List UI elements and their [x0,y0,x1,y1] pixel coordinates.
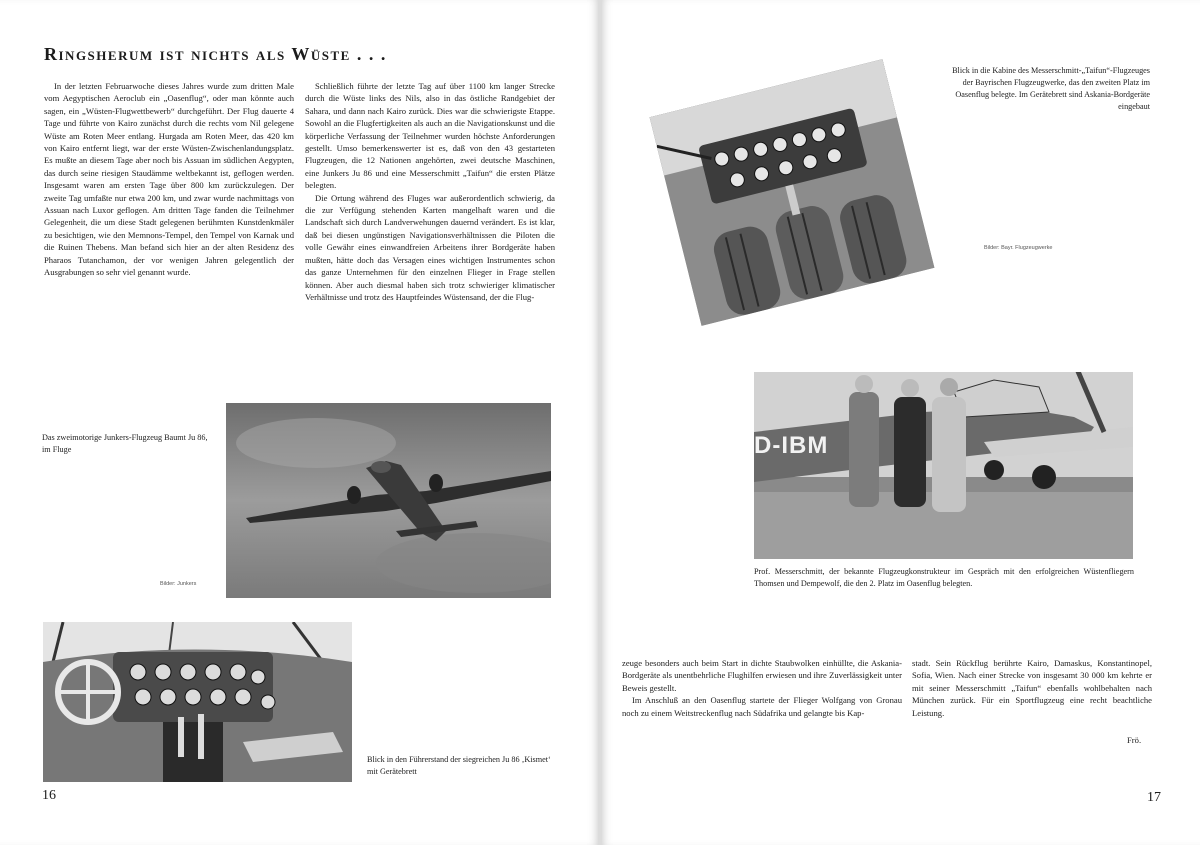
right-column-2 [912,657,1152,719]
page-number: 17 [1147,790,1161,805]
article-title: Ringsherum ist nichts als Wüste . . . [44,44,387,64]
caption-junkers: Das zweimotorige Junkers-Flugzeug Baumt Ju 86, im Fluge [42,433,208,454]
photo-credit: Bilder: Bayr. Flugzeugwerke [984,245,1053,251]
paragraph: Die Ortung während des Fluges war außerordentlich schwierig, da die zur Verfügung stehenden Karten mangelhaft waren und die Landschaft sich durch Landverwehungen dauernd verändert. Es ist klar, daß bei diesen ungünstigen Navigationsverhältnissen die Piloten die volle Gewähr eines einwandfreien Arbeitens ihrer Bordgeräte haben mußten, hätte doch das Versagen eines wichtigen Instrumentes schon das ganze Unternehmen für den einzelnen Flieger in Frage stellen können. Aber auch diesmal haben sich trotz schwieriger klimatischer Verhältnisse und trotz des Hauptfeindes Wüstensand, der die Flug- [305,192,555,302]
right-column-1 [622,657,902,719]
paragraph: Schließlich führte der letzte Tag auf über 1100 km langer Strecke durch die Wüste links des Nils, also in das östliche Randgebiet der Sahara, und dann nach Kairo zurück. Dies war die schwierigste Etappe. Sowohl an die Flugfertigkeiten als auch an die Navigationskunst und die körperliche Verfassung der Teilnehmer wurden höchste Anforderungen gestellt. Umso bemerkenswerter ist es, daß von den 43 gestarteten Flugzeugen, die 12 Nationen angehörten, zwei deutsche Maschinen, eine Junkers Ju 86 und eine Messerschmitt „Taifun“ die ersten Plätze belegten. [305,81,555,191]
left-column-1 [44,80,294,279]
messerschmitt-group-photo [754,372,1133,559]
page-number: 16 [42,788,56,803]
left-column-2 [305,80,555,303]
author-signature: Frö. [1127,735,1142,745]
taifun-cabin-photo [650,59,935,326]
plane-registration: D-IBM [754,432,829,459]
paragraph: zeuge besonders auch beim Start in dichte Staubwolken einhüllte, die Askania-Bordgeräte als unentbehrliche Flughilfen erwiesen und ihre Zuverlässigkeit unter Beweis gestellt. [622,658,902,693]
ju86-cockpit-photo [43,622,352,782]
caption-ju86-cockpit: Blick in den Führerstand der siegreichen Ju 86 ‚Kismet‘ mit Gerätebrett [367,755,551,776]
paragraph: Im Anschluß an den Oasenflug startete der Flieger Wolfgang von Gronau noch zu einem Weitstreckenflug nach Südafrika und gelangte bis Kap- [622,695,902,718]
junkers-flight-photo [226,403,551,598]
photo-credit: Bilder: Junkers [160,581,197,587]
right-page [602,0,1200,845]
caption-messerschmitt-group: Prof. Messerschmitt, der bekannte Flugzeugkonstrukteur im Gespräch mit den erfolgreichen Wüstenfliegern Thomsen und Dempewolf, die den 2. Platz im Oasenflug belegten. [754,567,1134,588]
paragraph: stadt. Sein Rückflug berührte Kairo, Damaskus, Konstantinopel, Sofia, Wien. Nach einer Strecke von insgesamt 30 000 km kehrte er mit seiner Messerschmitt „Taifun“ ebenfalls wohlbehalten nach München zurück. Für ein Sportflugzeug eine recht beachtliche Leistung. [912,658,1152,718]
left-page [0,0,598,845]
paragraph: In der letzten Februarwoche dieses Jahres wurde zum dritten Male vom Aegyptischen Aeroclub ein „Oasenflug“, oder man könnte auch sagen, ein „Wüsten-Flugwettbewerb“ durchgeführt. Der Flug dauerte 4 Tage und führte von Kairo zunächst durch die rechts vom Nil gelegene Wüste am Roten Meer entlang. Hurgada am Roten Meer, das 420 km von Kairo entfernt liegt, war der erste Wüsten-Zwischenlandungsplatz. Es mußte an diesem Tage aber noch bis Assuan im südlichen Aegypten, das durch seine riesigen Staudämme weltbekannt ist, geflogen werden. Insgesamt waren am ersten Tage über 800 km zurückzulegen. Der zweite Tag umfaßte nur etwa 200 km, und zwar wurde nachmittags von Assuan nach Luxor geflogen. Am dritten Tage fanden die Teilnehmer Gelegenheit, die um diese Stadt gelegenen berühmten Kunstdenkmäler zu besichtigen, wie den Memnons-Tempel, den Tempel von Karnak und die Ruinen Thebens. Man befand sich hier an der alten Residenz des Pharaos Tutanchamon, der vor wenigen Jahren gelegentlich der Ausgrabungen so sehr viel genannt wurde. [44,81,294,278]
caption-taifun-cabin: Blick in die Kabine des Messerschmitt-„Taifun“-Flugzeuges der Bayrischen Flugzeugwerke, das den zweiten Platz im Oasenflug belegte. Im Gerätebrett sind Askania-Bordgeräte eingebaut [952,66,1150,111]
